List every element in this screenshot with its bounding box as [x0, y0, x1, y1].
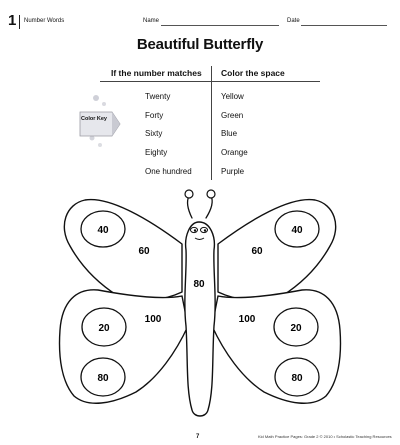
right-antenna — [206, 196, 212, 218]
number-word: Eighty — [145, 148, 168, 157]
color-name: Purple — [221, 167, 245, 176]
lower-right-circle-top-number: 20 — [290, 323, 302, 334]
date-label: Date — [287, 18, 300, 24]
name-label: Name — [143, 18, 160, 24]
color-column-header: Color the space — [221, 68, 285, 78]
butterfly-body — [185, 222, 215, 416]
unit-number: 1 — [8, 12, 17, 29]
lower-right-circle-bottom-number: 80 — [291, 373, 303, 384]
body-number: 80 — [193, 279, 205, 290]
footer-credit: Kid Math Practice Pages: Grade 2 © 2010 • Scholastic Teaching Resources — [258, 434, 392, 439]
color-name: Yellow — [221, 92, 244, 101]
upper-right-circle-number: 40 — [291, 225, 303, 236]
left-antenna-tip — [185, 190, 193, 198]
color-name: Blue — [221, 129, 238, 138]
upper-left-wing-number: 60 — [138, 246, 150, 257]
number-word: Twenty — [145, 92, 171, 101]
page-number: 7 — [196, 434, 200, 440]
lower-left-circle-bottom-number: 80 — [97, 373, 109, 384]
lower-left-wing-number: 100 — [144, 314, 162, 325]
color-name: Orange — [221, 148, 248, 157]
number-word: Sixty — [145, 129, 163, 138]
lower-right-wing-number: 100 — [238, 314, 256, 325]
worksheet-title: Beautiful Butterfly — [136, 36, 264, 53]
color-name: Green — [221, 111, 244, 120]
upper-right-wing-number: 60 — [251, 246, 263, 257]
upper-left-circle-number: 40 — [97, 225, 109, 236]
left-antenna — [188, 196, 192, 218]
right-pupil — [204, 229, 206, 231]
left-pupil — [194, 229, 196, 231]
right-antenna-tip — [207, 190, 215, 198]
lower-left-circle-top-number: 20 — [98, 323, 110, 334]
unit-title: Number Words — [24, 18, 65, 24]
number-word: Forty — [145, 111, 164, 120]
number-column-header: If the number matches — [111, 68, 202, 78]
color-key-label: Color Key — [81, 116, 107, 122]
number-word: One hundred — [145, 167, 192, 176]
